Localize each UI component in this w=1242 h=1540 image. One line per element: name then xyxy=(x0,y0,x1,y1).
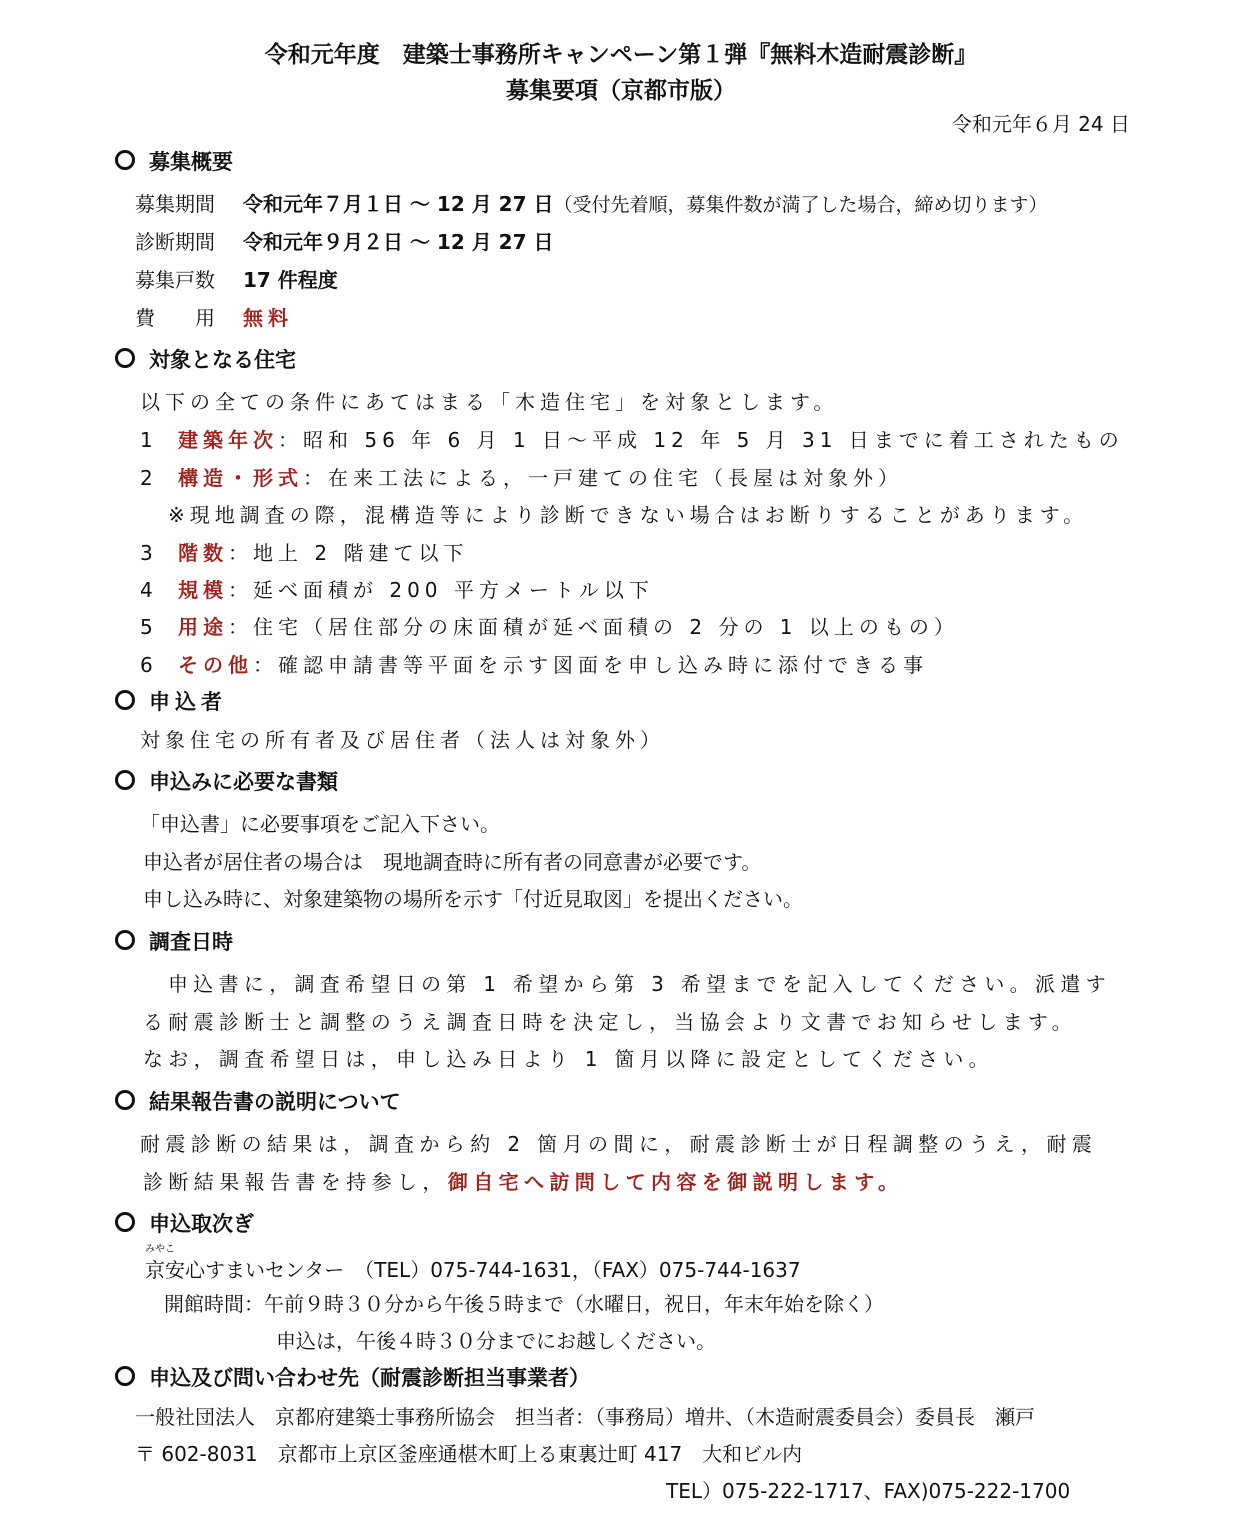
intake-hours: 開館時間：午前９時３０分から午後５時まで（水曜日，祝日，年末年始を除く） xyxy=(164,1292,884,1316)
fee-label: 費 用 xyxy=(135,306,215,330)
circle-bullet-icon xyxy=(115,348,135,368)
section-intake-heading: 申込取次ぎ xyxy=(115,1208,254,1238)
page-subtitle: 募集要項（京都市版） xyxy=(506,78,736,104)
contact-phone: TEL）075-222-1717、FAX)075-222-1700 xyxy=(666,1479,1071,1503)
section-applicant-heading: 申込者 xyxy=(115,686,227,716)
report-line: 診断結果報告書を持参し，御自宅へ訪問して内容を御説明します。 xyxy=(143,1170,904,1194)
intake-hours-note: 申込は，午後４時３０分までにお越しください。 xyxy=(276,1329,716,1353)
diag-value: 令和元年９月２日 ～ 12 月 27 日 xyxy=(243,230,554,254)
section-schedule-heading: 調査日時 xyxy=(115,926,233,956)
documents-line: 申し込み時に、対象建築物の場所を示す「付近見取図」を提出ください。 xyxy=(143,887,803,911)
count-label: 募集戸数 xyxy=(135,268,215,292)
period-note: （受付先着順，募集件数が満了した場合，締め切ります） xyxy=(553,194,1048,216)
report-line: 耐震診断の結果は，調査から約 2 箇月の間に，耐震診断士が日程調整のうえ，耐震 xyxy=(140,1132,1098,1156)
report-highlight: 御自宅へ訪問して内容を御説明します。 xyxy=(447,1170,904,1194)
section-overview-heading: 募集概要 xyxy=(115,146,233,176)
overview-period-row xyxy=(135,188,1048,217)
circle-bullet-icon xyxy=(115,150,135,170)
document-date: 令和元年６月 24 日 xyxy=(951,112,1130,136)
diag-label: 診断期間 xyxy=(135,230,215,254)
circle-bullet-icon xyxy=(115,1212,135,1232)
target-item: 3 階数：地上 2 階建て以下 xyxy=(140,541,469,565)
target-note: ※現地調査の際，混構造等により診断できない場合はお断りすることがあります。 xyxy=(168,503,1089,527)
circle-bullet-icon xyxy=(115,1366,135,1386)
schedule-line: 申込書に，調査希望日の第 1 希望から第 3 希望までを記入してください。派遣す xyxy=(168,972,1111,996)
circle-bullet-icon xyxy=(115,690,135,710)
overview-diag-row xyxy=(135,226,553,255)
documents-line: 「申込書」に必要事項をご記入下さい。 xyxy=(140,812,500,836)
circle-bullet-icon xyxy=(115,1090,135,1110)
target-item: 1 建築年次：昭和 56 年 6 月 1 日～平成 12 年 5 月 31 日までに着工されたもの xyxy=(140,428,1124,452)
section-target-heading: 対象となる住宅 xyxy=(115,344,296,374)
circle-bullet-icon xyxy=(115,770,135,790)
contact-org: 一般社団法人 京都府建築士事務所協会 担当者：（事務局）増井、（木造耐震委員会）委員長 瀬戸 xyxy=(135,1405,1035,1429)
documents-line: 申込者が居住者の場合は 現地調査時に所有者の同意書が必要です。 xyxy=(143,850,762,874)
section-report-heading: 結果報告書の説明について xyxy=(115,1086,401,1116)
target-item: 2 構造・形式：在来工法による，一戸建ての住宅（長屋は対象外） xyxy=(140,466,903,490)
target-item: 5 用途：住宅（居住部分の床面積が延べ面積の 2 分の 1 以上のもの） xyxy=(140,615,959,639)
fee-value: 無料 xyxy=(243,306,293,330)
section-contact-heading: 申込及び問い合わせ先（耐震診断担当事業者） xyxy=(115,1362,590,1392)
circle-bullet-icon xyxy=(115,930,135,950)
applicant-text: 対象住宅の所有者及び居住者（法人は対象外） xyxy=(140,728,665,752)
intake-center: 京安心すまいセンター （TEL）075-744-1631，（FAX）075-744-1637 xyxy=(145,1258,801,1282)
period-label: 募集期間 xyxy=(135,192,215,216)
target-item: 6 その他：確認申請書等平面を示す図面を申し込み時に添付できる事 xyxy=(140,653,928,677)
overview-count-row xyxy=(135,264,338,293)
overview-fee-row xyxy=(135,302,293,331)
target-intro: 以下の全ての条件にあてはまる「木造住宅」を対象とします。 xyxy=(140,390,839,414)
section-documents-heading: 申込みに必要な書類 xyxy=(115,766,338,796)
target-item: 4 規模：延べ面積が 200 平方メートル以下 xyxy=(140,578,654,602)
schedule-line: る耐震診断士と調整のうえ調査日時を決定し，当協会より文書でお知らせします。 xyxy=(143,1010,1077,1034)
period-value: 令和元年７月１日 ～ 12 月 27 日 xyxy=(243,192,554,216)
count-value: 17 件程度 xyxy=(243,268,338,292)
schedule-line: なお，調査希望日は，申し込み日より 1 箇月以降に設定としてください。 xyxy=(143,1047,994,1071)
ruby-annotation: みやこ xyxy=(145,1244,175,1255)
page-title: 令和元年度 建築士事務所キャンペーン第１弾『無料木造耐震診断』 xyxy=(264,42,978,68)
contact-address: 〒 602-8031 京都市上京区釜座通椹木町上る東裏辻町 417 大和ビル内 xyxy=(135,1442,803,1466)
